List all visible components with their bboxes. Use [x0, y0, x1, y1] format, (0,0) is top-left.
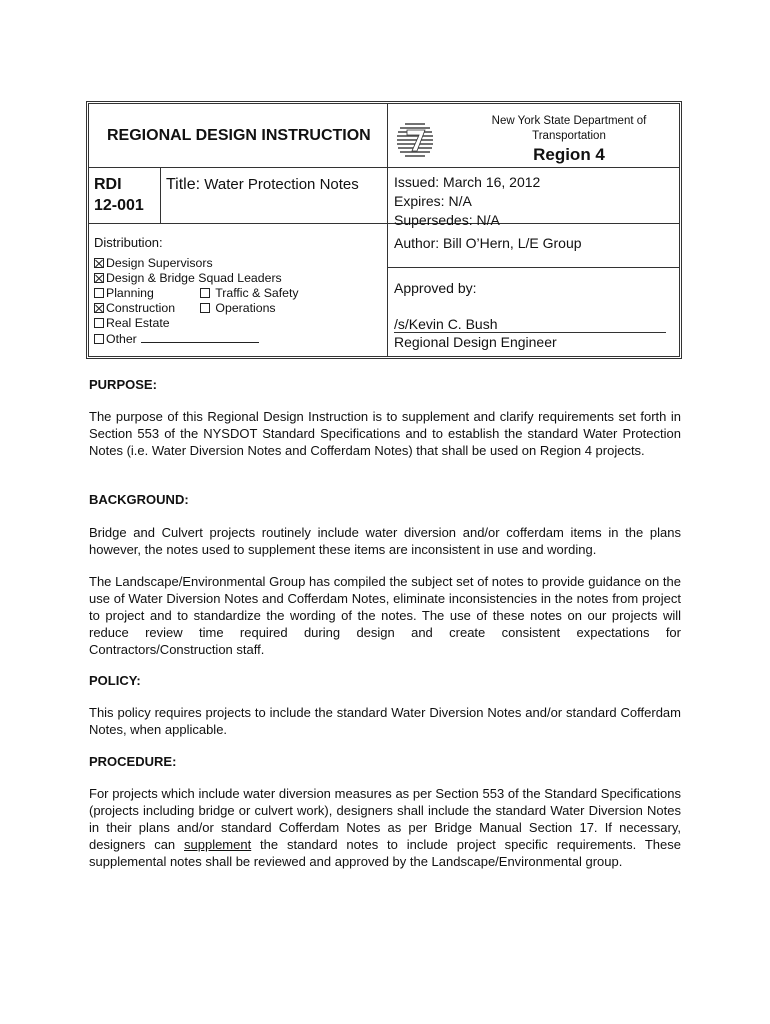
approved-by-label: Approved by: [394, 280, 477, 296]
signature: /s/Kevin C. Bush [394, 316, 666, 333]
distribution-label: Distribution: [94, 235, 163, 250]
procedure-text-a: For projects which include water diversion measures as per Section 553 of the Standard Specifications (projects including bridge or culvert work), designers shall include the standard Water Diversion Notes in their plans and/or standard Cofferdam Notes as per Bridge Manual Section 17. If necessary, designers can [89, 786, 681, 852]
rdi-number: 12-001 [94, 197, 144, 214]
background-body-2 [89, 573, 681, 658]
dist-item-real-estate [94, 316, 170, 331]
author: Author: Bill O’Hern, L/E Group [394, 235, 582, 251]
signer-title: Regional Design Engineer [394, 334, 557, 350]
checkbox-unchecked-icon[interactable] [200, 288, 210, 298]
checkbox-unchecked-icon[interactable] [94, 318, 104, 328]
background-text-1: Bridge and Culvert projects routinely include water diversion and/or cofferdam items in the plans however, the notes used to supplement these items are inconsistent in use and wording. [89, 525, 681, 557]
procedure-section [89, 753, 681, 770]
dist-item-traffic-safety [200, 286, 299, 301]
dist-label: Other [106, 332, 137, 346]
policy-heading: POLICY: [89, 673, 141, 688]
title-field [166, 176, 359, 194]
policy-section [89, 672, 681, 689]
dist-item-planning [94, 286, 154, 301]
procedure-supplement-word: supplement [184, 837, 252, 852]
agency-name: New York State Department of Transportation [491, 115, 647, 142]
purpose-text: The purpose of this Regional Design Instruction is to supplement and clarify requirements set forth in Section 553 of the NYSDOT Standard Specifications and to establish the standard Water Protection Notes (i.e. Water Diversion Notes and Cofferdam Notes) that shall be used on Region 4 projects. [89, 409, 681, 458]
background-section [89, 491, 681, 508]
checkbox-unchecked-icon[interactable] [94, 288, 104, 298]
nysdot-logo-icon [395, 121, 435, 159]
checkbox-checked-icon[interactable] [94, 273, 104, 283]
dates-block [394, 173, 540, 230]
dist-item-design-supervisors [94, 256, 213, 271]
procedure-heading: PROCEDURE: [89, 754, 177, 769]
dist-item-squad-leaders [94, 271, 282, 286]
rdi-label: RDI [94, 176, 122, 193]
dist-label: Real Estate [106, 316, 170, 330]
purpose-section [89, 376, 681, 393]
purpose-body [89, 408, 681, 459]
dist-label: Design & Bridge Squad Leaders [106, 271, 282, 285]
procedure-text [89, 785, 681, 870]
checkbox-checked-icon[interactable] [94, 303, 104, 313]
dist-item-construction [94, 301, 175, 316]
dist-item-operations [200, 301, 276, 316]
procedure-text-b: the standard notes to include project specific requirements. These supplemental notes shall be reviewed and approved by the Landscape/Environmental group. [89, 837, 681, 869]
checkbox-unchecked-icon[interactable] [200, 303, 210, 313]
dist-label: Operations [215, 301, 276, 315]
background-text-2: The Landscape/Environmental Group has compiled the subject set of notes to provide guidance on the use of Water Diversion Notes and Cofferdam Notes, eliminate inconsistencies in the notes from project to project and to standardize the wording of the notes. The use of these notes on our projects will reduce review time required during design and create consistent expectations for Contractors/Construction staff. [89, 574, 681, 657]
procedure-body [89, 785, 681, 870]
header-table [86, 101, 682, 359]
dist-label: Design Supervisors [106, 256, 213, 270]
policy-text: This policy requires projects to include the standard Water Diversion Notes and/or standard Cofferdam Notes, when applicable. [89, 705, 681, 737]
instruction-title: REGIONAL DESIGN INSTRUCTION [107, 127, 371, 144]
title-value: Water Protection Notes [204, 176, 359, 193]
rdi-id [94, 174, 144, 216]
background-body-1 [89, 524, 681, 558]
background-heading: BACKGROUND: [89, 492, 189, 507]
supersedes: Supersedes: N/A [394, 212, 500, 228]
policy-body [89, 704, 681, 738]
dist-label: Construction [106, 301, 176, 315]
purpose-heading: PURPOSE: [89, 377, 157, 392]
expires-date: Expires: N/A [394, 193, 472, 209]
title-label: Title: [166, 176, 201, 193]
dist-label: Traffic & Safety [215, 286, 299, 300]
checkbox-unchecked-icon[interactable] [94, 334, 104, 344]
dist-item-other [94, 331, 259, 347]
checkbox-checked-icon[interactable] [94, 258, 104, 268]
dist-label: Planning [106, 286, 154, 300]
other-blank-line [141, 331, 259, 343]
region-label: Region 4 [533, 145, 605, 164]
issued-date: Issued: March 16, 2012 [394, 174, 541, 190]
